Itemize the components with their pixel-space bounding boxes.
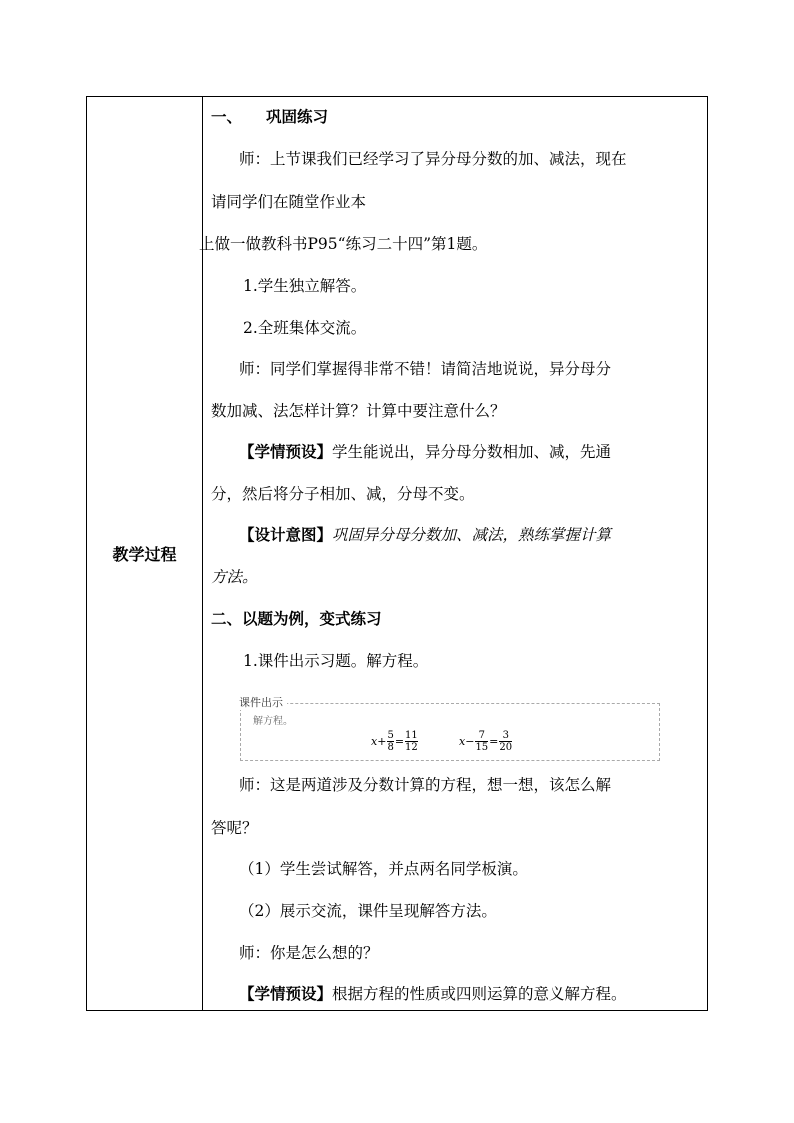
equation-variable: x <box>371 735 378 748</box>
equation-operator: − <box>465 735 475 748</box>
equation-1: x + $\frac{5}{8}$ = $\frac{11}{12}$ <box>371 730 418 753</box>
text-line: 请同学们在随堂作业本 <box>211 193 367 211</box>
fraction: $\frac{5}{8}$ <box>387 730 394 753</box>
preset-text: 根据方程的性质或四则运算的意义解方程。 <box>332 985 627 1003</box>
preset-text: 学生能说出，异分母分数相加、减，先通 <box>332 443 612 461</box>
text-line: 2.全班集体交流。 <box>243 319 367 337</box>
courseware-instruction: 解方程。 <box>253 716 293 727</box>
intent-text: 巩固异分母分数加、减法，熟练掌握计算 <box>332 526 612 544</box>
text-line: 上做一做教科书P95“练习二十四”第1题。 <box>199 235 488 253</box>
equation-variable: x <box>459 735 466 748</box>
text-line: （1）学生尝试解答，并点两名同学板演。 <box>239 860 528 878</box>
text-line: 师：你是怎么想的？ <box>239 944 379 962</box>
heading-1-number: 一、 <box>211 108 243 126</box>
heading-1 <box>211 107 328 127</box>
text-line: 师：这是两道涉及分数计算的方程，想一想，该怎么解 <box>239 776 612 794</box>
heading-1-title: 巩固练习 <box>266 108 329 126</box>
courseware-box <box>239 696 660 761</box>
preset-tag: 【学情预设】 <box>239 985 333 1003</box>
fraction: $\frac{7}{15}$ <box>475 730 489 753</box>
text-line <box>239 984 627 1004</box>
text-line <box>239 442 611 462</box>
section-label: 教学过程 <box>112 545 177 564</box>
text-line: 分，然后将分子相加、减，分母不变。 <box>211 485 475 503</box>
text-line: 答呢？ <box>211 819 258 837</box>
text-line: 方法。 <box>211 568 258 586</box>
lesson-table <box>86 96 708 1011</box>
text-line: 师：同学们掌握得非常不错！请简洁地说说，异分母分 <box>239 360 612 378</box>
text-line: （2）展示交流，课件呈现解答方法。 <box>239 902 497 920</box>
text-line: 1.学生独立解答。 <box>243 277 367 295</box>
text-line: 数加减、法怎样计算？计算中要注意什么？ <box>211 402 506 420</box>
fraction: $\frac{11}{12}$ <box>405 730 418 753</box>
text-line: 1.课件出示习题。解方程。 <box>243 652 429 670</box>
text-line: 师：上节课我们已经学习了异分母分数的加、减法，现在 <box>239 150 627 168</box>
fraction: $\frac{3}{20}$ <box>499 730 513 753</box>
equation-operator: + <box>377 735 387 748</box>
text-line <box>239 525 611 545</box>
content-cell <box>199 97 699 1010</box>
courseware-tag: 课件出示 <box>235 694 287 710</box>
heading-2: 二、以题为例，变式练习 <box>211 610 382 628</box>
preset-tag: 【学情预设】 <box>239 443 333 461</box>
intent-tag: 【设计意图】 <box>239 526 333 544</box>
equation-2: x − $\frac{7}{15}$ = $\frac{3}{20}$ <box>459 730 513 753</box>
